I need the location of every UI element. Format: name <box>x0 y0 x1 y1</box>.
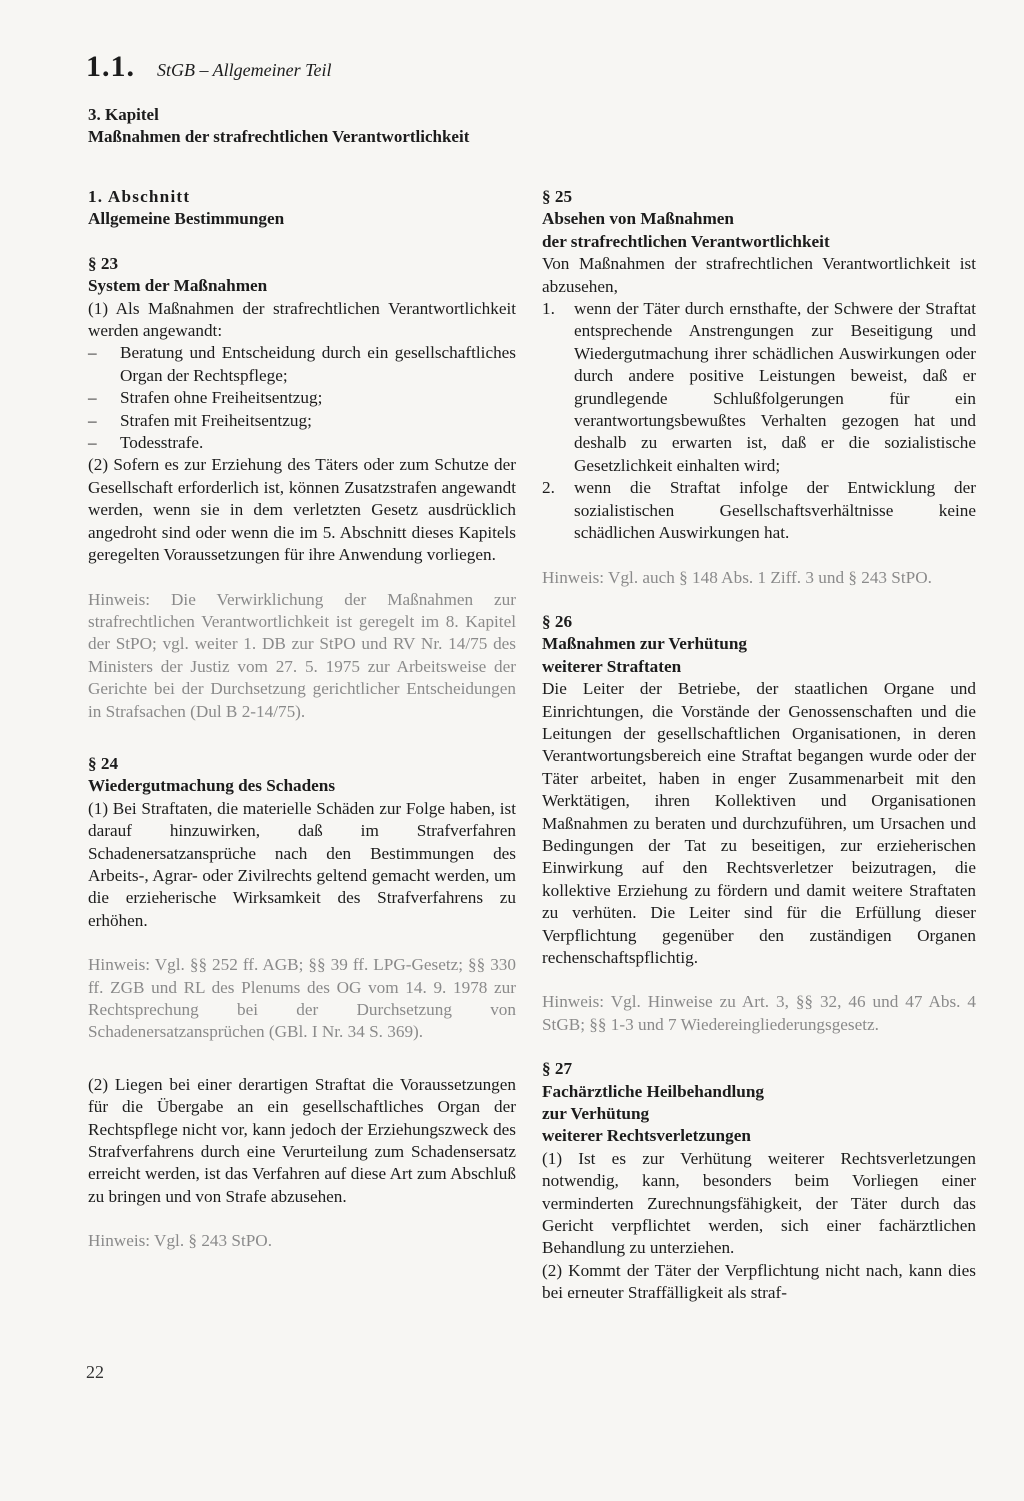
paragraph-23-subsection-2: (2) Sofern es zur Erziehung des Täters oder zum Schutze der Gesellschaft erforderlich ist, können Zusatzstrafen angewandt werden, wenn sie in dem verletzten Gesetz ausdrücklich angedroht sind oder wenn die im 5. Abschnitt dieses Kapitels geregelten Voraussetzungen für ihre Anwendung vorliegen. <box>88 455 516 565</box>
list-item: – Todesstrafe. <box>88 432 516 454</box>
left-column <box>88 186 516 1253</box>
paragraph-23-title: System der Maßnahmen <box>88 276 268 296</box>
abschnitt-number: 1. Abschnitt <box>88 187 191 206</box>
paragraph-26-title-line-2: weiterer Straftaten <box>542 656 682 676</box>
running-head <box>86 50 332 84</box>
paragraph-25-title-line-2: der strafrechtlichen Verantwortlichkeit <box>542 231 830 251</box>
paragraph-23-label: § 23 <box>88 253 119 273</box>
paragraph-26-label: § 26 <box>542 611 573 631</box>
paragraph-27-title-line-3: weiterer Rechtsverletzungen <box>542 1126 751 1146</box>
paragraph-24-subsection-2: (2) Liegen bei einer derartigen Straftat die Voraussetzungen für die Übergabe an ein gesellschaftliches Organ der Rechtspflege nicht vor, kann jedoch der Erziehungszweck des Strafverfahrens durch eine Verurteilung zum Schadensersatz erreicht werden, ist das Verfahren auf diese Art zum Abschluß zu bringen und von Strafe abzusehen. <box>88 1074 516 1206</box>
hint-note: Hinweis: Vgl. § 243 StPO. <box>88 1231 272 1251</box>
paragraph-27-title-line-2: zur Verhütung <box>542 1104 650 1124</box>
paragraph-26-text: Die Leiter der Betriebe, der staatlichen Organe und Einrichtungen, die Vorstände der Genossenschaften und die Leitungen der gesellschaftlichen Organisationen, in deren Verantwortungsbereich eine Straftat begangen wurde oder der Täter arbeitet, haben in enger Zusammenarbeit mit den Werktätigen, ihren Kollektiven und Organisationen Maßnahmen zu beraten und durchzuführen, um Ursachen und Bedingungen der Tat zu beseitigen, zur erzieherischen Einwirkung auf den Rechtsverletzer beizutragen, die kollektive Erziehung zu fördern und damit weitere Straftaten zu verhüten. Die Leiter sind für die Erfüllung dieser Verpflichtung gegenüber den zuständigen Organen rechenschaftspflichtig. <box>542 679 976 967</box>
paragraph-27-label: § 27 <box>542 1059 573 1079</box>
hint-note: Hinweis: Die Verwirklichung der Maßnahmen zur strafrechtlichen Verantwortlichkeit ist geregelt im 8. Kapitel der StPO; vgl. weiter 1. DB zur StPO und RV Nr. 14/75 des Ministers der Justiz vom 27. 5. 1975 zur Arbeitsweise der Gerichte bei der Durchsetzung gerichtlicher Entscheidungen in Strafsachen (Dul B 2-14/75). <box>88 589 516 721</box>
abschnitt-title: Allgemeine Bestimmungen <box>88 209 285 229</box>
list-item: 2. wenn die Straftat infolge der Entwicklung der sozialistischen Gesellschaftsverhältnisse keine schädlichen Auswirkungen hat. <box>542 478 976 543</box>
paragraph-27-title: Fachärztliche Heilbehandlung <box>542 1081 765 1101</box>
hint-note: Hinweis: Vgl. auch § 148 Abs. 1 Ziff. 3 und § 243 StPO. <box>542 567 932 587</box>
measures-list <box>88 342 516 454</box>
paragraph-25-label: § 25 <box>542 187 573 206</box>
chapter-heading <box>88 104 469 148</box>
paragraph-25-intro: Von Maßnahmen der strafrechtlichen Verantwortlichkeit ist abzusehen, <box>542 254 976 296</box>
chapter-number: 3. Kapitel <box>88 105 159 124</box>
list-item: – Strafen ohne Freiheitsentzug; <box>88 387 516 409</box>
paragraph-24-title: Wiedergutmachung des Schadens <box>88 776 336 796</box>
chapter-title: Maßnahmen der strafrechtlichen Verantwortlichkeit <box>88 127 470 146</box>
list-item: – Strafen mit Freiheitsentzug; <box>88 410 516 432</box>
paragraph-27-subsection-1: (1) Ist es zur Verhütung weiterer Rechtsverletzungen notwendig, kann, besonders beim Vorliegen einer verminderten Zurechnungsfähigkeit, der Täter durch das Gericht verpflichtet werden, sich einer fachärztlichen Behandlung zu unterziehen. <box>542 1148 976 1258</box>
list-item: – Beratung und Entscheidung durch ein gesellschaftliches Organ der Rechtspflege; <box>88 342 516 387</box>
conditions-list <box>542 298 976 544</box>
paragraph-27-subsection-2: (2) Kommt der Täter der Verpflichtung nicht nach, kann dies bei erneuter Straffälligkeit als straf- <box>542 1260 976 1303</box>
hint-note: Hinweis: Vgl. Hinweise zu Art. 3, §§ 32, 46 und 47 Abs. 4 StGB; §§ 1-3 und 7 Wiedereingliederungsgesetz. <box>542 992 976 1034</box>
section-number: 1.1. <box>86 50 135 83</box>
right-column <box>542 186 976 1305</box>
paragraph-26-title: Maßnahmen zur Verhütung <box>542 634 748 654</box>
paragraph-23-subsection-1: (1) Als Maßnahmen der strafrechtlichen Verantwortlichkeit werden angewandt: <box>88 298 516 341</box>
running-title: StGB – Allgemeiner Teil <box>157 60 332 80</box>
hint-note: Hinweis: Vgl. §§ 252 ff. AGB; §§ 39 ff. LPG-Gesetz; §§ 330 ff. ZGB und RL des Plenums des OG vom 14. 9. 1978 zur Rechtsprechung bei der Durchsetzung von Schadenersatzansprüchen (GBl. I Nr. 34 S. 369). <box>88 955 516 1042</box>
page-number: 22 <box>86 1362 104 1382</box>
list-item: 1. wenn der Täter durch ernsthafte, der Schwere der Straftat entsprechende Anstrengungen zur Beseitigung und Wiedergutmachung ihrer schädlichen Auswirkungen oder durch andere positive Leistungen beweist, daß er grundlegende Schlußfolgerungen für ein verantwortungsbewußtes Verhalten gezogen hat und deshalb zu erwarten ist, daß er die sozialistische Gesetzlichkeit einhalten wird; <box>542 299 976 475</box>
paragraph-25-title: Absehen von Maßnahmen <box>542 209 734 229</box>
paragraph-24-label: § 24 <box>88 753 119 773</box>
paragraph-24-subsection-1: (1) Bei Straftaten, die materielle Schäden zur Folge haben, ist darauf hinzuwirken, daß im Strafverfahren Schadenersatzansprüche nach den Bestimmungen des Arbeits-, Agrar- oder Zivilrechts geltend gemacht werden, um die erzieherische Wirksamkeit des Strafverfahrens zu erhöhen. <box>88 798 516 930</box>
